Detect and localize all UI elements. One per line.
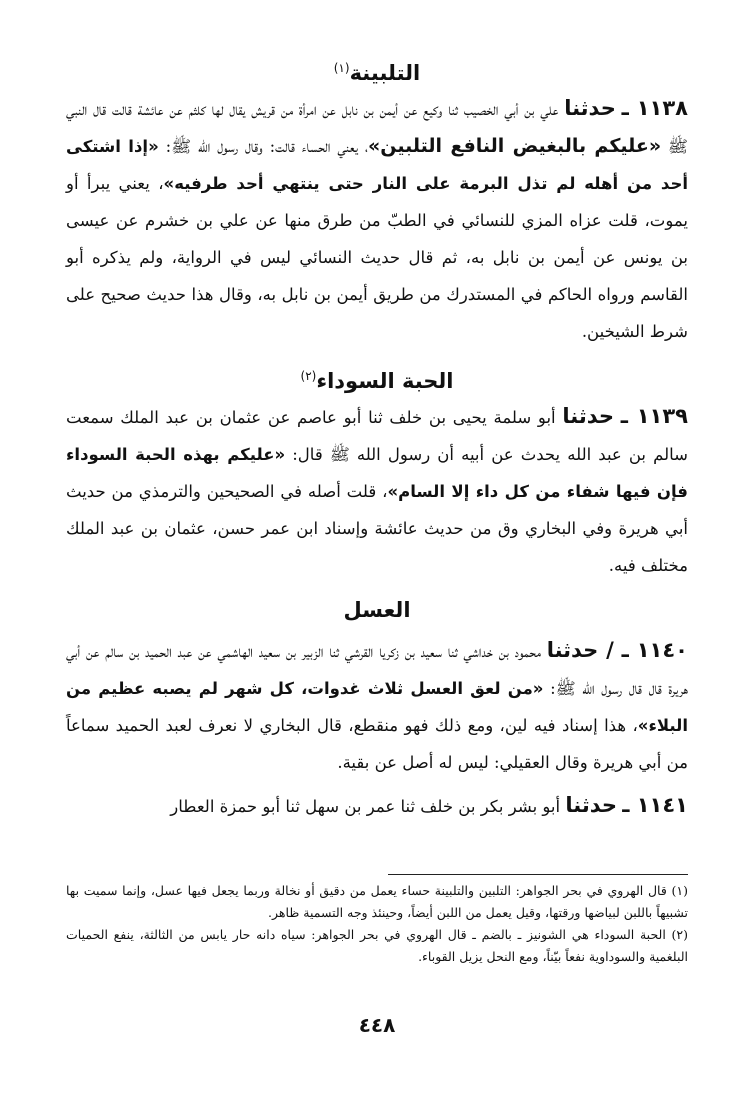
haddathana-word: حدثنا: [564, 96, 616, 120]
hadith-text: علي بن أبي الخصيب ثنا وكيع عن أيمن بن نابل عن امرأة من قريش يقال لها كلثم عن عائشة قالت قال النبي ﷺ: [66, 100, 688, 156]
section-heading-talbina: [66, 48, 688, 90]
section-heading-black-seed: [66, 356, 688, 398]
book-page: [66, 48, 688, 1058]
hadith-1140: [66, 632, 688, 781]
prophetic-text: «من لعق العسل ثلاث غدوات، كل شهر لم يصبه عظيم من البلاء»: [66, 679, 688, 735]
haddathana-word: حدثنا: [562, 404, 614, 428]
hadith-text: محمود بن خداشي ثنا سعيد بن زكريا القرشي ثنا الزبير بن سعيد الهاشمي عن عبد الحميد بن سالم عن أبي هريرة قال قال رسول الله ﷺ:: [66, 642, 688, 698]
prophetic-text: «إذا اشتكى أحد من أهله لم تذل البرمة على النار حتى ينتهي أحد طرفيه»: [66, 137, 689, 193]
section-heading-honey: [66, 590, 688, 632]
hadith-text: أبو بشر بكر بن خلف ثنا عمر بن سهل ثنا أبو حمزة العطار: [170, 797, 566, 816]
heading-text: العسل: [343, 598, 411, 622]
hadith-text: ، هذا إسناد فيه لين، ومع ذلك فهو منقطع، قال البخاري لا نعرف لعبد الحميد سماعاً من أبي هريرة وقال العقيلي: ليس له أصل عن بقية.: [66, 716, 688, 772]
hadith-text: ، يعني يبرأ أو يموت، قلت عزاه المزي للنسائي في الطبّ من طرق منها عن علي بن خشرم عن عيسى بن يونس عن أيمن بن نابل به، ثم قال حديث النسائي ليس في الرواية، ولم يذكره أبو القاسم ورواه الحاكم في المستدرك من طريق أيمن بن نابل به، وقال هذا حديث صحيح على شرط الشيخين.: [66, 174, 688, 341]
heading-text: التلبينة: [349, 61, 421, 85]
footnote-ref: (١): [333, 61, 350, 75]
hadith-text: ، يعني الحساء قالت: وقال رسول الله ﷺ:: [158, 137, 369, 156]
page-number: ٤٤٨: [358, 1013, 396, 1037]
hadith-text: ، قلت أصله في الصحيحين والترمذي من حديث أبي هريرة وفي البخاري وق من حديث عائشة وإسناد ابن عمر حسن، عثمان بن عبد الملك مختلف فيه.: [66, 482, 688, 575]
prophetic-text: «عليكم بهذه الحبة السوداء فإن فيها شفاء من كل داء إلا السام»: [66, 445, 688, 501]
hadith-number: ١١٣٩ ـ: [620, 404, 688, 428]
hadith-text: أبو سلمة يحيى بن خلف ثنا أبو عاصم عن عثمان بن عبد الملك سمعت سالم بن عبد الله يحدث عن أبيه أن رسول الله ﷺ قال:: [66, 408, 688, 464]
footnotes: [66, 880, 688, 968]
footnote-ref: (٢): [300, 369, 317, 383]
hadith-1138: [66, 90, 688, 350]
hadith-1139: [66, 398, 688, 584]
hadith-number: ١١٤٠ ـ /: [598, 638, 689, 662]
prophetic-text: «عليكم بالبغيض النافع التلبين»: [368, 135, 662, 157]
footnote-2: (٢) الحبة السوداء هي الشونيز ـ بالضم ـ قال الهروي في بحر الجواهر: سياه دانه حار يابس من الثالثة، ينفع الحميات البلغمية والسوداوية نفعاً بيّناً، ومع النحل يزيل القوباء.: [66, 927, 688, 964]
heading-text: الحبة السوداء: [316, 369, 454, 393]
footnote-divider: [388, 874, 688, 875]
haddathana-word: حدثنا: [565, 793, 617, 817]
haddathana-word: حدثنا: [546, 638, 599, 662]
hadith-number: ١١٣٨ ـ: [621, 96, 689, 120]
footnote-1: (١) قال الهروي في بحر الجواهر: التلبين والتلبينة حساء يعمل من دقيق أو نخالة وربما يجعل فيها عسل، وإنما سميت بها تشبيهاً باللبن لبياضها ورقتها، وقيل يعمل من اللبن أيضاً، وحينئذ وجه التسمية ظاهر.: [66, 883, 688, 920]
hadith-1141: [66, 787, 688, 825]
hadith-number: ١١٤١ ـ: [622, 793, 688, 817]
